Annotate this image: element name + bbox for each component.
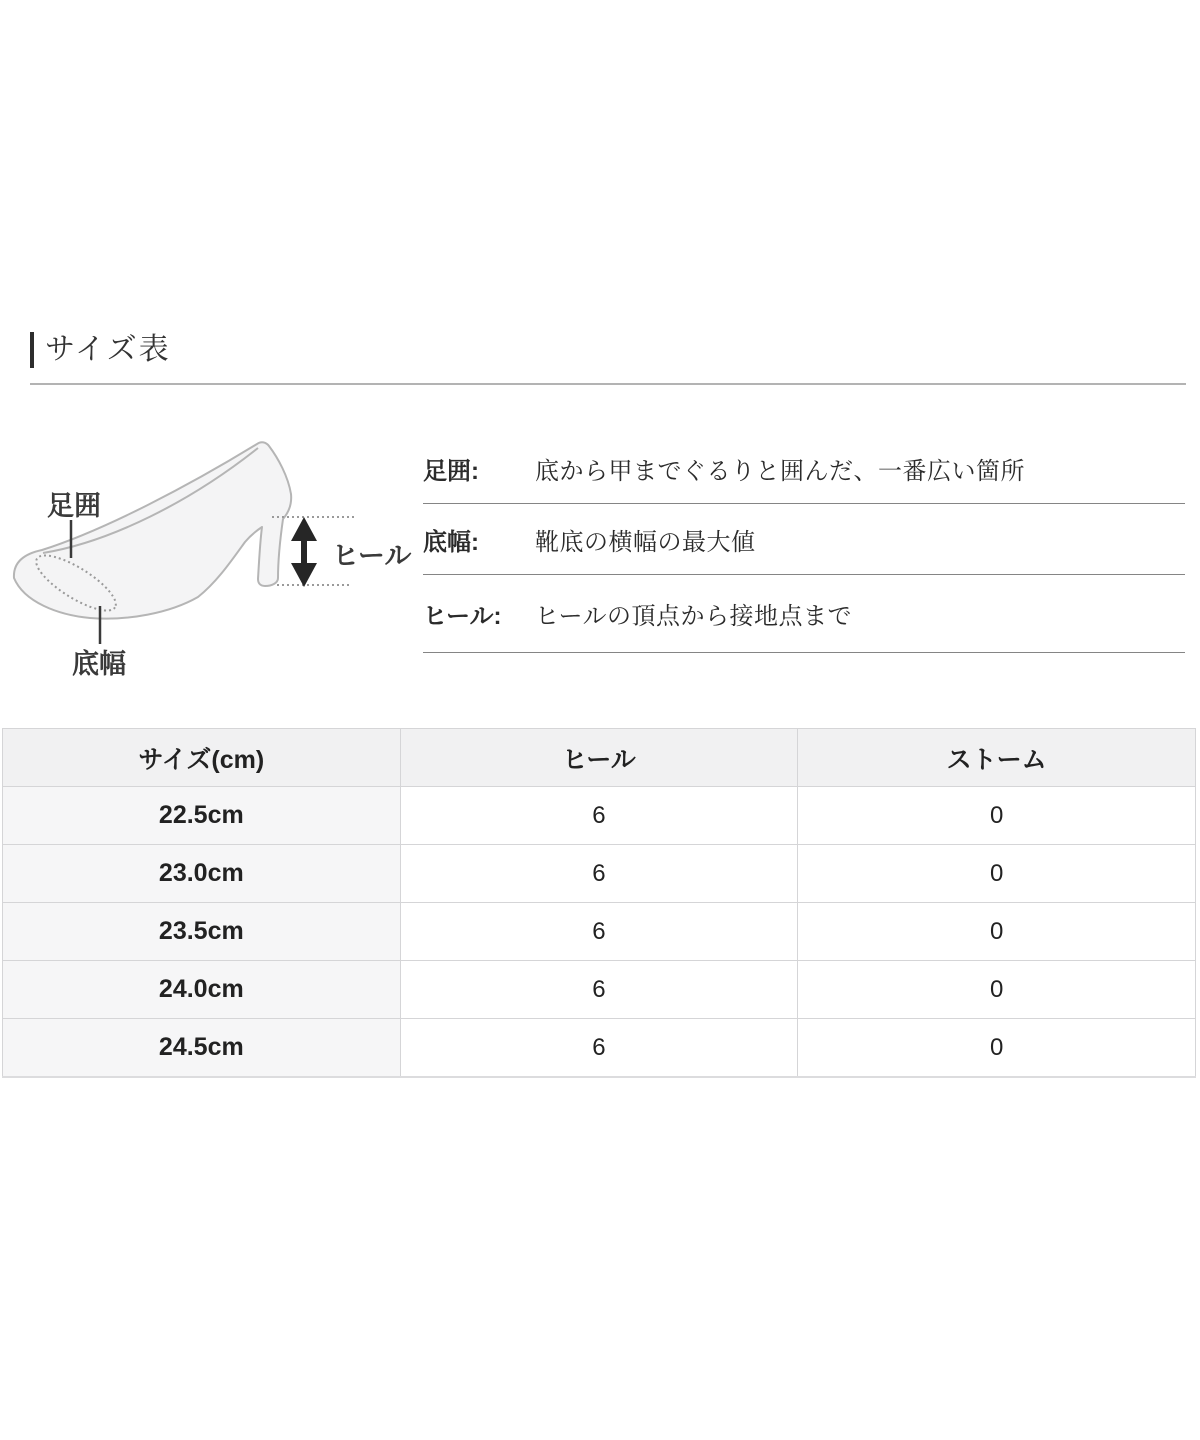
- size-chart-section: [30, 330, 1186, 385]
- heel-value: 6: [400, 787, 798, 845]
- diagram-label-foot-girth: 足囲: [47, 491, 101, 521]
- size-value: 24.0cm: [3, 961, 401, 1019]
- size-table: [2, 728, 1196, 1078]
- diagram-label-heel: ヒール: [332, 541, 412, 571]
- size-value: 22.5cm: [3, 787, 401, 845]
- shoe-outline: [14, 442, 291, 618]
- heel-value: 6: [400, 961, 798, 1019]
- section-title-row: [30, 330, 1186, 369]
- table-row: [3, 787, 1196, 845]
- size-value: 24.5cm: [3, 1019, 401, 1078]
- storm-value: 0: [798, 961, 1196, 1019]
- page-title: サイズ表: [45, 332, 171, 366]
- column-header-heel: ヒール: [400, 729, 798, 787]
- table-row: [3, 961, 1196, 1019]
- definition-term: 足囲:: [423, 458, 479, 485]
- diagram-label-sole-width: 底幅: [72, 649, 126, 679]
- size-table-header-row: [3, 729, 1196, 787]
- storm-value: 0: [798, 787, 1196, 845]
- storm-value: 0: [798, 1019, 1196, 1078]
- column-header-size: サイズ(cm): [3, 729, 401, 787]
- shoe-measurement-diagram: [10, 430, 420, 700]
- column-header-storm: ストーム: [798, 729, 1196, 787]
- size-value: 23.0cm: [3, 845, 401, 903]
- measurement-definitions: [423, 434, 1185, 653]
- heel-value: 6: [400, 903, 798, 961]
- table-row: [3, 1019, 1196, 1078]
- definition-description: 靴底の横幅の最大値: [535, 528, 756, 556]
- storm-value: 0: [798, 845, 1196, 903]
- heel-height-arrow-icon: [291, 517, 317, 587]
- definition-description: 底から甲までぐるりと囲んだ、一番広い箇所: [535, 458, 1025, 485]
- heel-value: 6: [400, 845, 798, 903]
- title-accent-bar: [30, 332, 34, 368]
- definition-row-foot-girth: [423, 434, 1185, 504]
- definition-row-heel: [423, 575, 1185, 653]
- heel-value: 6: [400, 1019, 798, 1078]
- title-underline: [30, 383, 1186, 385]
- storm-value: 0: [798, 903, 1196, 961]
- size-value: 23.5cm: [3, 903, 401, 961]
- definition-description: ヒールの頂点から接地点まで: [535, 603, 853, 630]
- definition-term: 底幅:: [423, 528, 479, 556]
- definition-term: ヒール:: [423, 603, 502, 630]
- definition-row-sole-width: [423, 504, 1185, 575]
- table-row: [3, 845, 1196, 903]
- table-row: [3, 903, 1196, 961]
